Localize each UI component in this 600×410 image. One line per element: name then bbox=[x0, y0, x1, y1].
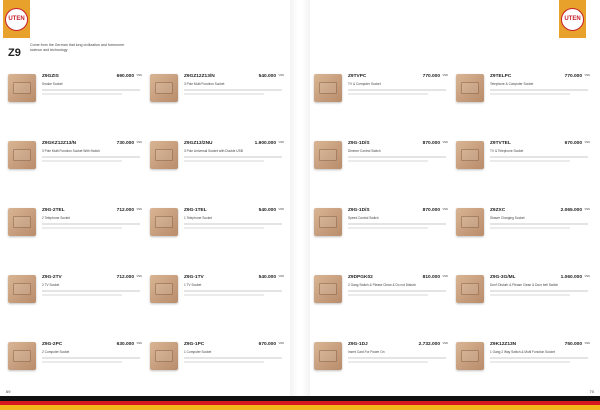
socket-faceplate-icon bbox=[461, 149, 479, 161]
socket-faceplate-icon bbox=[155, 216, 173, 228]
product-model: Z9G-1PC bbox=[184, 342, 205, 347]
product-model: Z9DPGK02 bbox=[348, 275, 373, 280]
price-unit: VND bbox=[136, 275, 142, 278]
product-image bbox=[314, 208, 342, 236]
series-intro: Come from the German that long civilization and forerunner science and technology bbox=[30, 43, 125, 52]
price-unit: VND bbox=[278, 275, 284, 278]
product-model: Z9TVTEL bbox=[490, 141, 511, 146]
spec-text-block bbox=[42, 357, 140, 359]
product-price: 870.000 bbox=[422, 208, 440, 213]
socket-faceplate-icon bbox=[13, 82, 31, 94]
product-price: 670.000 bbox=[564, 141, 582, 146]
product-image bbox=[456, 208, 484, 236]
product-model: Z9G-1DJ bbox=[348, 342, 368, 347]
product-card bbox=[150, 208, 286, 274]
product-card bbox=[314, 275, 450, 341]
product-name: 2 Telephone Socket bbox=[42, 216, 70, 220]
price-unit: VND bbox=[584, 141, 590, 144]
spec-text-block bbox=[348, 223, 446, 225]
product-price: 670.000 bbox=[258, 342, 276, 347]
socket-faceplate-icon bbox=[155, 283, 173, 295]
price-unit: VND bbox=[442, 342, 448, 345]
spec-text-block bbox=[42, 156, 140, 158]
product-name: 3 Pole Multi Function Socket With Switch bbox=[42, 149, 100, 153]
socket-faceplate-icon bbox=[155, 82, 173, 94]
product-name: Dimmer Control Switch bbox=[348, 149, 381, 153]
price-unit: VND bbox=[136, 342, 142, 345]
spec-text-block bbox=[42, 223, 140, 225]
left-page bbox=[0, 0, 290, 410]
product-image bbox=[8, 275, 36, 303]
product-name: Speed Control Switch bbox=[348, 216, 379, 220]
product-name: TV & Computer Socket bbox=[348, 82, 381, 86]
product-price: 712.000 bbox=[116, 275, 134, 280]
product-price: 870.000 bbox=[422, 141, 440, 146]
product-price: 712.000 bbox=[116, 208, 134, 213]
product-price: 540.000 bbox=[258, 275, 276, 280]
spec-text-block bbox=[490, 357, 588, 359]
price-unit: VND bbox=[442, 275, 448, 278]
product-image bbox=[314, 74, 342, 102]
flag-stripe-gold bbox=[0, 405, 600, 410]
spec-text-block bbox=[184, 156, 282, 158]
product-image bbox=[8, 208, 36, 236]
price-unit: VND bbox=[442, 141, 448, 144]
product-image bbox=[150, 342, 178, 370]
product-price: 770.000 bbox=[422, 74, 440, 79]
spec-text-block bbox=[184, 357, 282, 359]
socket-faceplate-icon bbox=[13, 350, 31, 362]
product-model: Z9TVPC bbox=[348, 74, 367, 79]
brand-logo bbox=[559, 0, 586, 38]
spec-text-block bbox=[184, 290, 282, 292]
spec-text-block bbox=[490, 156, 588, 158]
product-image bbox=[456, 74, 484, 102]
product-price: 730.000 bbox=[116, 141, 134, 146]
product-image bbox=[314, 141, 342, 169]
german-flag-band bbox=[0, 396, 600, 410]
product-model: Z9GZIS bbox=[42, 74, 59, 79]
page-number: 69 bbox=[6, 389, 11, 394]
product-name: 3 Pole Universal Socket with Double USB bbox=[184, 149, 243, 153]
socket-faceplate-icon bbox=[461, 82, 479, 94]
product-model: Z9G-1TEL bbox=[184, 208, 207, 213]
product-name: Telephone & Computer Socket bbox=[490, 82, 534, 86]
spec-text-block bbox=[348, 357, 446, 359]
socket-faceplate-icon bbox=[319, 149, 337, 161]
product-price: 540.000 bbox=[258, 74, 276, 79]
product-price: 690.000 bbox=[116, 74, 134, 79]
product-image bbox=[150, 208, 178, 236]
spec-text-block bbox=[490, 89, 588, 91]
socket-faceplate-icon bbox=[319, 350, 337, 362]
product-model: Z9GKZ12Z13/N bbox=[42, 141, 77, 146]
product-image bbox=[8, 141, 36, 169]
product-name: Smoke Socket bbox=[42, 82, 63, 86]
product-name: 1 Gang 2 Way Switch & Multi Function Socket bbox=[490, 350, 555, 354]
product-card bbox=[8, 275, 144, 341]
price-unit: VND bbox=[442, 74, 448, 77]
page-number: 70 bbox=[589, 389, 594, 394]
product-card bbox=[314, 141, 450, 207]
product-name: 1 TV Socket bbox=[184, 283, 202, 287]
price-unit: VND bbox=[584, 342, 590, 345]
product-image bbox=[456, 342, 484, 370]
socket-faceplate-icon bbox=[155, 350, 173, 362]
product-card bbox=[8, 141, 144, 207]
brand-logo bbox=[3, 0, 30, 38]
product-name: 1 Telephone Socket bbox=[184, 216, 212, 220]
product-price: 810.000 bbox=[422, 275, 440, 280]
product-image bbox=[314, 342, 342, 370]
socket-faceplate-icon bbox=[13, 216, 31, 228]
product-card bbox=[456, 141, 592, 207]
product-price: 2.065.000 bbox=[560, 208, 582, 213]
product-model: Z9G-3G/ML bbox=[490, 275, 516, 280]
product-card bbox=[150, 275, 286, 341]
spec-text-block bbox=[184, 223, 282, 225]
right-page bbox=[310, 0, 600, 410]
socket-faceplate-icon bbox=[155, 149, 173, 161]
product-card bbox=[8, 74, 144, 140]
spec-text-block bbox=[184, 89, 282, 91]
product-image bbox=[8, 74, 36, 102]
socket-faceplate-icon bbox=[319, 216, 337, 228]
socket-faceplate-icon bbox=[13, 283, 31, 295]
price-unit: VND bbox=[584, 208, 590, 211]
logo-badge bbox=[561, 8, 584, 31]
product-name: Insert Card For Power On bbox=[348, 350, 385, 354]
price-unit: VND bbox=[584, 74, 590, 77]
price-unit: VND bbox=[136, 141, 142, 144]
product-name: 1 Computer Socket bbox=[184, 350, 212, 354]
product-price: 750.000 bbox=[564, 342, 582, 347]
spec-text-block bbox=[42, 290, 140, 292]
socket-faceplate-icon bbox=[461, 283, 479, 295]
product-model: Z9G-1TV bbox=[184, 275, 204, 280]
product-name: 2 Gang Switch & Please Clean & Do not Disturb bbox=[348, 283, 416, 287]
product-price: 2.732.000 bbox=[418, 342, 440, 347]
spec-text-block bbox=[490, 223, 588, 225]
product-card bbox=[456, 275, 592, 341]
spec-text-block bbox=[348, 290, 446, 292]
socket-faceplate-icon bbox=[461, 350, 479, 362]
price-unit: VND bbox=[278, 342, 284, 345]
product-card bbox=[314, 74, 450, 140]
product-image bbox=[314, 275, 342, 303]
price-unit: VND bbox=[442, 208, 448, 211]
product-model: Z9G-1D/S bbox=[348, 141, 370, 146]
product-price: 1.060.000 bbox=[560, 275, 582, 280]
logo-text: UTEN bbox=[8, 16, 25, 22]
product-model: Z9TELPC bbox=[490, 74, 512, 79]
price-unit: VND bbox=[278, 141, 284, 144]
product-name: 3 Pole Multi Function Socket bbox=[184, 82, 225, 86]
product-image bbox=[150, 275, 178, 303]
product-model: Z9ZXC bbox=[490, 208, 506, 213]
product-card bbox=[150, 74, 286, 140]
price-unit: VND bbox=[136, 74, 142, 77]
price-unit: VND bbox=[278, 74, 284, 77]
socket-faceplate-icon bbox=[319, 82, 337, 94]
product-card bbox=[456, 208, 592, 274]
product-image bbox=[456, 141, 484, 169]
product-card bbox=[8, 208, 144, 274]
spec-text-block bbox=[42, 89, 140, 91]
product-name: Shaver Charging Socket bbox=[490, 216, 525, 220]
price-unit: VND bbox=[136, 208, 142, 211]
product-model: Z9G-2PC bbox=[42, 342, 63, 347]
product-price: 540.000 bbox=[258, 208, 276, 213]
product-model: Z9G-2TV bbox=[42, 275, 62, 280]
series-title: Z9 bbox=[8, 47, 21, 59]
product-price: 770.000 bbox=[564, 74, 582, 79]
page-gutter bbox=[290, 0, 310, 410]
product-name: 2 TV Socket bbox=[42, 283, 60, 287]
product-image bbox=[456, 275, 484, 303]
product-model: Z9GZ12Z13/N bbox=[184, 74, 215, 79]
price-unit: VND bbox=[278, 208, 284, 211]
socket-faceplate-icon bbox=[461, 216, 479, 228]
product-card bbox=[456, 74, 592, 140]
product-card bbox=[314, 208, 450, 274]
product-price: 1.900.000 bbox=[254, 141, 276, 146]
product-price: 630.000 bbox=[116, 342, 134, 347]
spec-text-block bbox=[348, 156, 446, 158]
product-image bbox=[150, 141, 178, 169]
product-card bbox=[150, 141, 286, 207]
product-model: Z9GZ13/2NU bbox=[184, 141, 213, 146]
product-image bbox=[8, 342, 36, 370]
socket-faceplate-icon bbox=[319, 283, 337, 295]
logo-badge bbox=[5, 8, 28, 31]
product-image bbox=[150, 74, 178, 102]
spec-text-block bbox=[490, 290, 588, 292]
product-model: Z9G-1D/S bbox=[348, 208, 370, 213]
product-model: Z9G-2TEL bbox=[42, 208, 65, 213]
product-name: Don't Disturb & Please Clean & Door bell Switch bbox=[490, 283, 559, 287]
price-unit: VND bbox=[584, 275, 590, 278]
product-name: TV & Telephone Socket bbox=[490, 149, 524, 153]
socket-faceplate-icon bbox=[13, 149, 31, 161]
spec-text-block bbox=[348, 89, 446, 91]
product-name: 2 Computer Socket bbox=[42, 350, 70, 354]
product-model: Z9K12Z13N bbox=[490, 342, 517, 347]
logo-text: UTEN bbox=[564, 16, 581, 22]
